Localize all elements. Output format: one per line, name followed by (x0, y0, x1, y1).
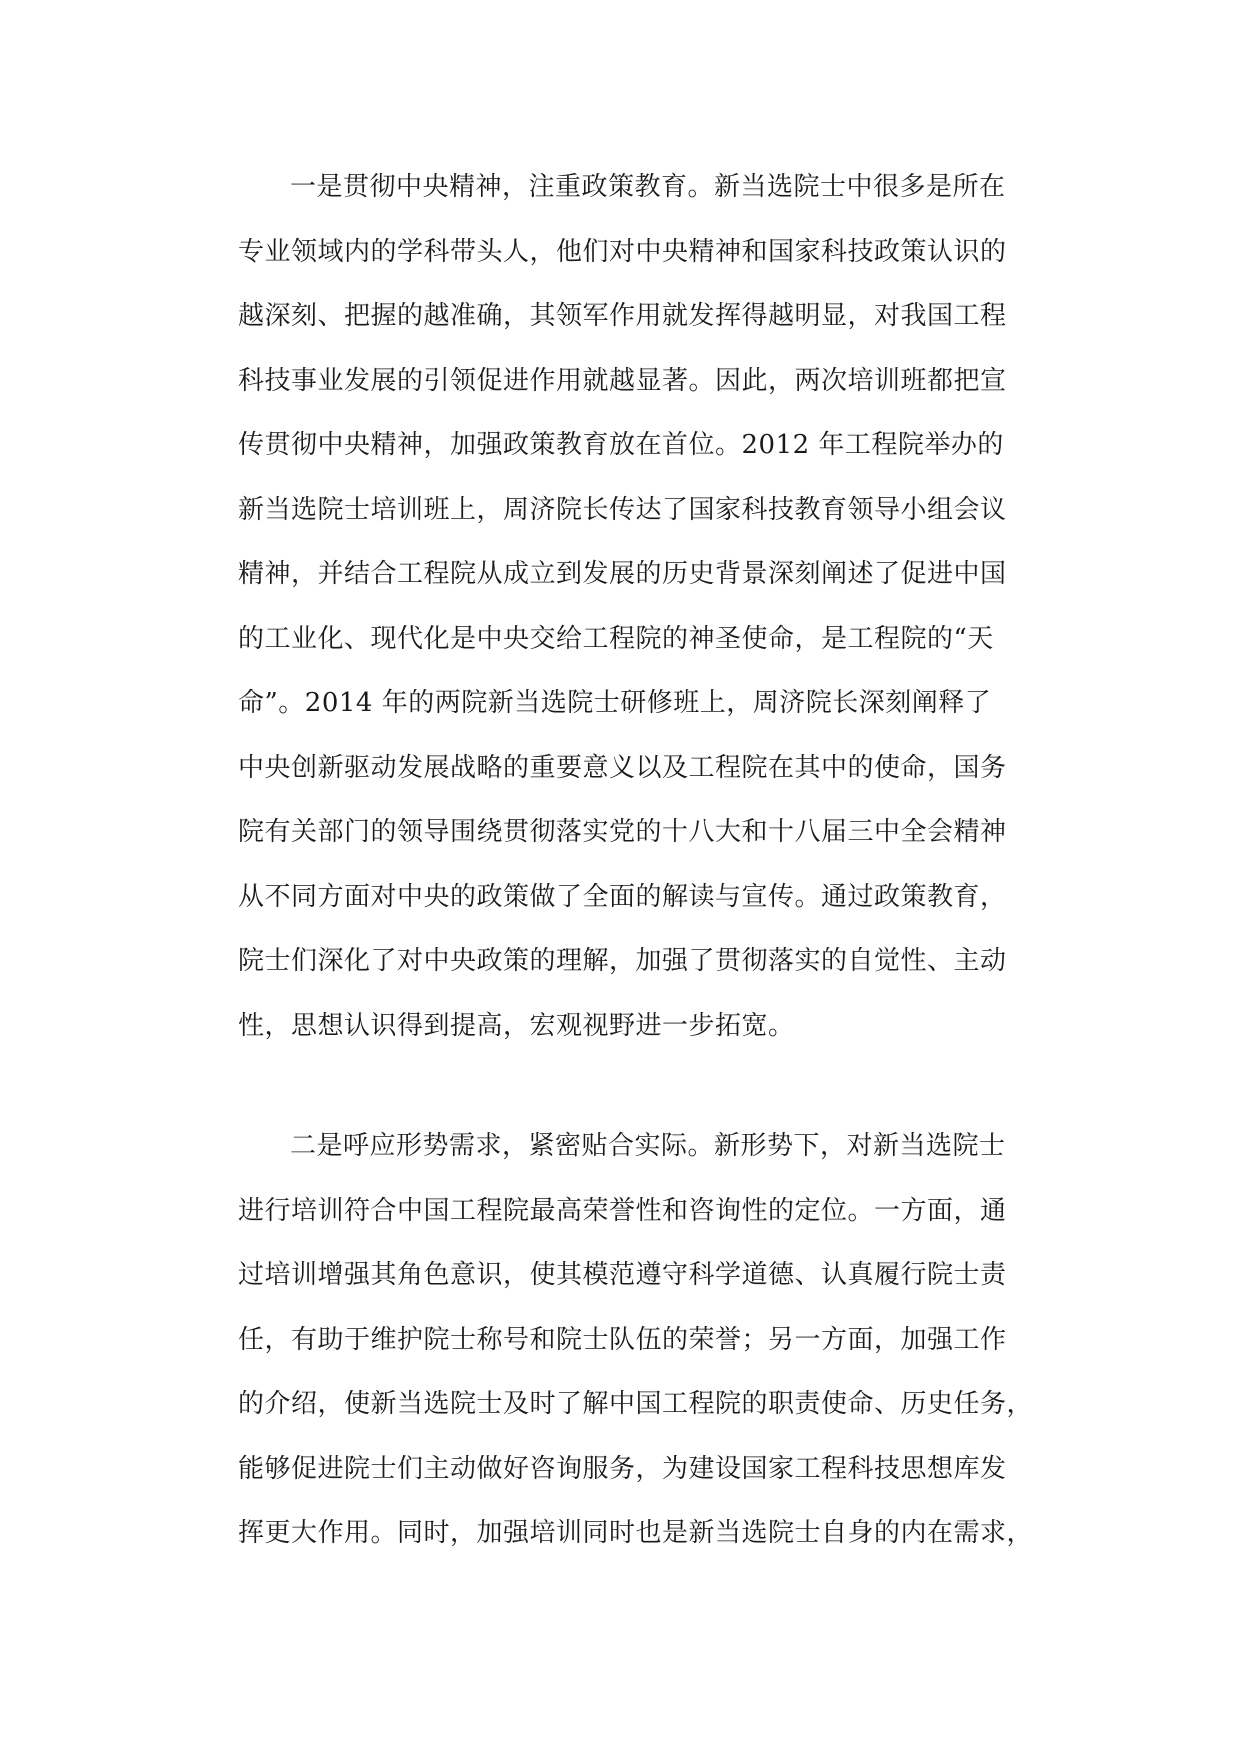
text-line: 院士们深化了对中央政策的理解，加强了贯彻落实的自觉性、主动 (238, 946, 1007, 976)
text-line: 命”。2014 年的两院新当选院士研修班上，周济院长深刻阐释了 (238, 688, 992, 718)
text-line: 传贯彻中央精神，加强政策教育放在首位。2012 年工程院举办的 (238, 430, 1004, 460)
text-line: 精神，并结合工程院从成立到发展的历史背景深刻阐述了促进中国 (238, 559, 1007, 589)
paragraph-policy-education (238, 155, 1008, 1058)
text-line: 越深刻、把握的越准确，其领军作用就发挥得越明显，对我国工程 (238, 301, 1007, 331)
text-line: 的介绍，使新当选院士及时了解中国工程院的职责使命、历史任务， (238, 1389, 1034, 1419)
text-line: 进行培训符合中国工程院最高荣誉性和咨询性的定位。一方面，通 (238, 1195, 1007, 1226)
text-line: 中央创新驱动发展战略的重要意义以及工程院在其中的使命，国务 (238, 752, 1007, 783)
text-line: 的工业化、现代化是中央交给工程院的神圣使命，是工程院的“天 (238, 623, 994, 654)
paragraph-situation-demand (238, 1114, 1034, 1566)
text-line: 从不同方面对中央的政策做了全面的解读与宣传。通过政策教育， (238, 881, 1007, 912)
text-line: 能够促进院士们主动做好咨询服务，为建设国家工程科技思想库发 (238, 1453, 1007, 1484)
text-line: 二是呼应形势需求，紧密贴合实际。新形势下，对新当选院士 (290, 1131, 1006, 1161)
text-line: 新当选院士培训班上，周济院长传达了国家科技教育领导小组会议 (238, 494, 1007, 525)
text-line: 专业领域内的学科带头人，他们对中央精神和国家科技政策认识的 (238, 236, 1007, 267)
text-line: 挥更大作用。同时，加强培训同时也是新当选院士自身的内在需求， (238, 1518, 1034, 1548)
text-line: 任，有助于维护院士称号和院士队伍的荣誉；另一方面，加强工作 (238, 1324, 1007, 1355)
text-line: 院有关部门的领导围绕贯彻落实党的十八大和十八届三中全会精神 (238, 817, 1007, 847)
text-line: 性，思想认识得到提高，宏观视野进一步拓宽。 (238, 1010, 795, 1041)
text-line: 科技事业发展的引领促进作用就越显著。因此，两次培训班都把宣 (238, 365, 1007, 396)
text-line: 过培训增强其角色意识，使其模范遵守科学道德、认真履行院士责 (238, 1260, 1007, 1290)
text-line: 一是贯彻中央精神，注重政策教育。新当选院士中很多是所在 (290, 172, 1006, 202)
